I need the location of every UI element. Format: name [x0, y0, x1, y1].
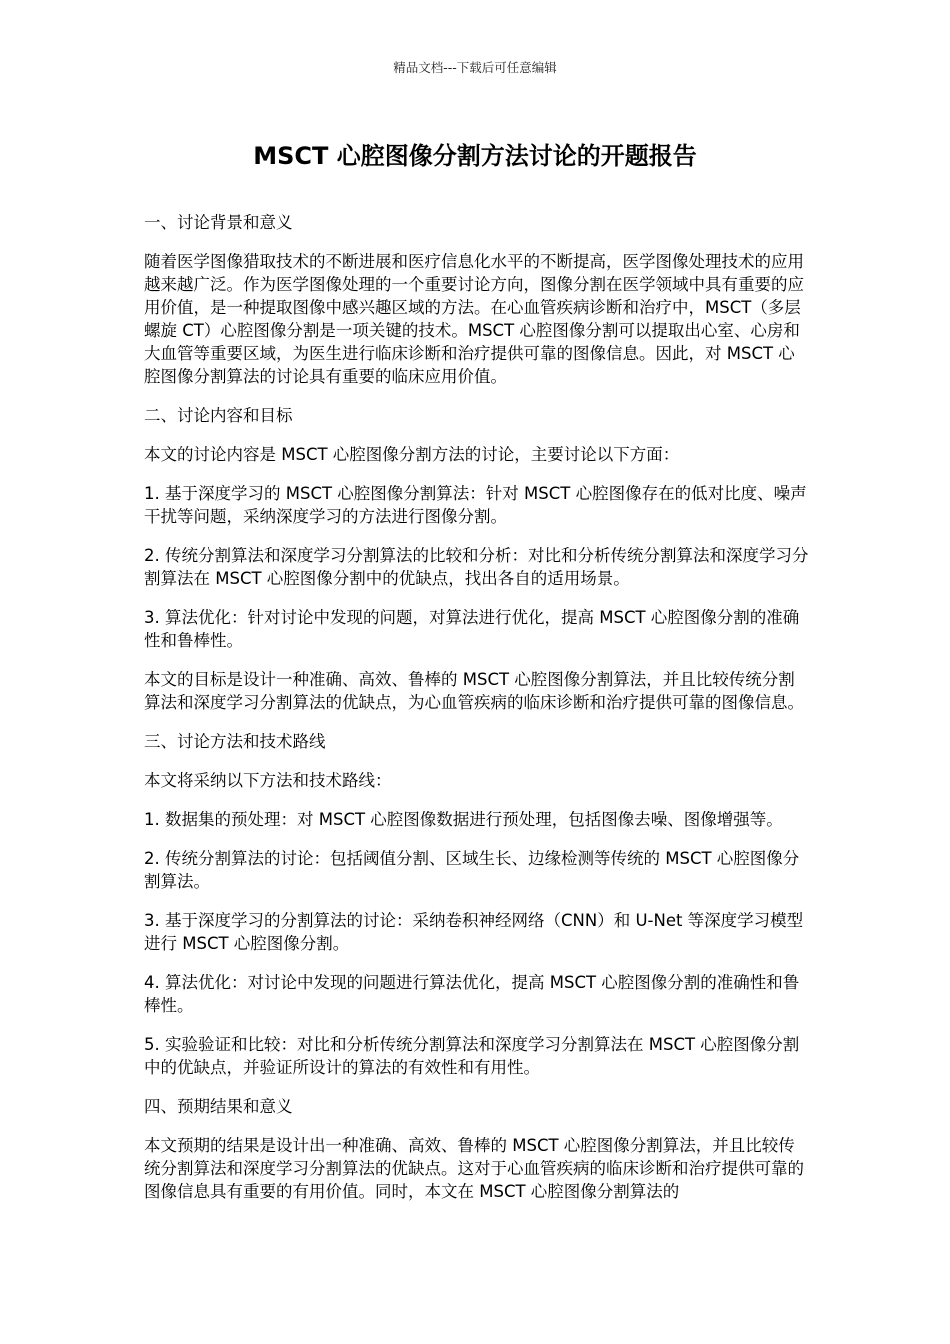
- section-2-item-3: 3. 算法优化：针对讨论中发现的问题，对算法进行优化，提高 MSCT 心腔图像分割的准确性和鲁棒性。: [144, 608, 800, 650]
- section-1-heading: 一、讨论背景和意义: [144, 213, 293, 232]
- section-2-intro: 本文的讨论内容是 MSCT 心腔图像分割方法的讨论，主要讨论以下方面：: [144, 445, 680, 464]
- section-2-heading: 二、讨论内容和目标: [144, 406, 293, 425]
- section-3-item-3: 3. 基于深度学习的分割算法的讨论：采纳卷积神经网络（CNN）和 U-Net 等深度学习模型进行 MSCT 心腔图像分割。: [144, 911, 804, 953]
- section-2-goal: 本文的目标是设计一种准确、高效、鲁棒的 MSCT 心腔图像分割算法，并且比较传统分割算法和深度学习分割算法的优缺点，为心血管疾病的临床诊断和治疗提供可靠的图像信息。: [144, 670, 804, 712]
- document-title: MSCT 心腔图像分割方法讨论的开题报告: [253, 142, 697, 170]
- section-2-item-1: 1. 基于深度学习的 MSCT 心腔图像分割算法：针对 MSCT 心腔图像存在的低对比度、噪声干扰等问题，采纳深度学习的方法进行图像分割。: [144, 484, 807, 526]
- section-3-item-4: 4. 算法优化：对讨论中发现的问题进行算法优化，提高 MSCT 心腔图像分割的准确性和鲁棒性。: [144, 973, 800, 1015]
- section-3-item-5: 5. 实验验证和比较：对比和分析传统分割算法和深度学习分割算法在 MSCT 心腔图像分割中的优缺点，并验证所设计的算法的有效性和有用性。: [144, 1035, 800, 1077]
- section-3-item-1: 1. 数据集的预处理：对 MSCT 心腔图像数据进行预处理，包括图像去噪、图像增强等。: [144, 810, 783, 829]
- section-4-paragraph: 本文预期的结果是设计出一种准确、高效、鲁棒的 MSCT 心腔图像分割算法，并且比较传统分割算法和深度学习分割算法的优缺点。这对于心血管疾病的临床诊断和治疗提供可靠的图像信息具有重要的有用价值。同时，本文在 MSCT 心腔图像分割算法的: [144, 1136, 804, 1201]
- page-header-note: 精品文档---下载后可任意编辑: [393, 60, 557, 75]
- section-4-heading: 四、预期结果和意义: [144, 1097, 293, 1116]
- section-3-intro: 本文将采纳以下方法和技术路线：: [144, 771, 392, 790]
- document-body: [144, 211, 810, 1219]
- section-3-heading: 三、讨论方法和技术路线: [144, 732, 326, 751]
- section-1-paragraph: 随着医学图像猎取技术的不断进展和医疗信息化水平的不断提高，医学图像处理技术的应用越来越广泛。作为医学图像处理的一个重要讨论方向，图像分割在医学领域中具有重要的应用价值，是一种提取图像中感兴趣区域的方法。在心血管疾病诊断和治疗中，MSCT（多层螺旋 CT）心腔图像分割是一项关键的技术。MSCT 心腔图像分割可以提取出心室、心房和大血管等重要区域，为医生进行临床诊断和治疗提供可靠的图像信息。因此，对 MSCT 心腔图像分割算法的讨论具有重要的临床应用价值。: [144, 252, 804, 386]
- section-2-item-2: 2. 传统分割算法和深度学习分割算法的比较和分析：对比和分析传统分割算法和深度学习分割算法在 MSCT 心腔图像分割中的优缺点，找出各自的适用场景。: [144, 546, 809, 588]
- section-3-item-2: 2. 传统分割算法的讨论：包括阈值分割、区域生长、边缘检测等传统的 MSCT 心腔图像分割算法。: [144, 849, 800, 891]
